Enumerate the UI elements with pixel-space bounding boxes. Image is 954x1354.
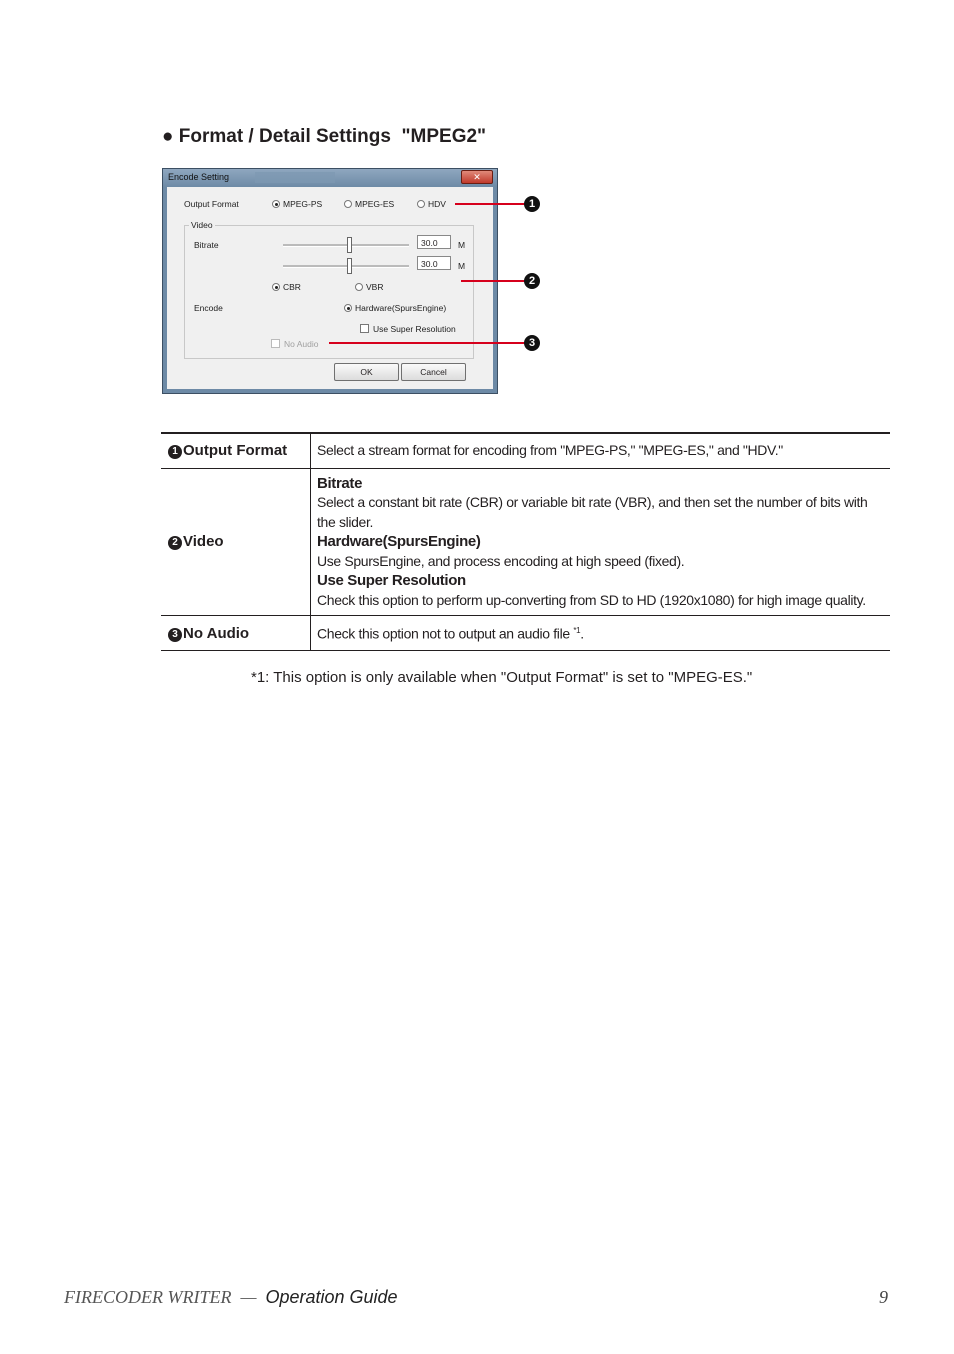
superres-desc: Check this option to perform up-converting from SD to HD (1920x1080) for high image quality. (317, 591, 866, 608)
radio-icon (355, 283, 363, 291)
radio-selected-icon (272, 283, 280, 291)
bitrate-value-2[interactable]: 30.0 (417, 256, 451, 270)
checkbox-icon (271, 339, 280, 348)
callout-marker-2: 2 (524, 273, 540, 289)
bitrate-slider-1-track[interactable] (283, 244, 409, 247)
close-icon[interactable]: ✕ (461, 170, 493, 184)
radio-mpeg-ps[interactable]: MPEG-PS (272, 199, 322, 209)
dialog-titlebar (163, 169, 497, 187)
bitrate-unit-2: M (458, 261, 466, 271)
page-number: 9 (879, 1287, 888, 1307)
radio-icon (344, 200, 352, 208)
bitrate-label: Bitrate (194, 240, 219, 250)
callout-marker-1: 1 (524, 196, 540, 212)
row-desc-output-format: Select a stream format for encoding from "MPEG-PS," "MPEG-ES," and "HDV." (317, 442, 783, 458)
number-1-icon: 1 (168, 445, 182, 459)
number-2-icon: 2 (168, 536, 182, 550)
callout-line-1 (455, 203, 525, 205)
bitrate-slider-1-thumb[interactable] (347, 237, 352, 253)
radio-cbr[interactable]: CBR (272, 282, 301, 292)
hardware-title: Hardware(SpursEngine) (317, 533, 481, 550)
bitrate-unit-1: M (458, 240, 466, 250)
row-desc-video (311, 468, 891, 616)
footnote: *1: This option is only available when "Output Format" is set to "MPEG-ES." (251, 669, 753, 686)
video-group-label: Video (191, 220, 213, 230)
bitrate-slider-2-thumb[interactable] (347, 258, 352, 274)
row-label-output-format: 1 Output Format (161, 433, 311, 468)
bitrate-slider-2-track[interactable] (283, 265, 409, 268)
bitrate-value-1[interactable]: 30.0 (417, 235, 451, 249)
encode-setting-dialog (162, 168, 498, 394)
number-3-icon: 3 (168, 628, 182, 642)
table-row (161, 433, 890, 468)
ok-button[interactable]: OK (334, 363, 399, 381)
radio-vbr[interactable]: VBR (355, 282, 383, 292)
no-audio-checkbox[interactable]: No Audio (271, 339, 319, 349)
callout-line-3 (329, 342, 525, 344)
section-heading: ● Format / Detail Settings "MPEG2" (162, 126, 487, 147)
settings-table (161, 432, 890, 651)
output-format-label: Output Format (184, 199, 239, 209)
row-label-no-audio: 3 No Audio (161, 616, 311, 651)
dialog-title: Encode Setting (168, 172, 230, 182)
radio-selected-icon (344, 304, 352, 312)
checkbox-icon (360, 324, 369, 333)
super-resolution-checkbox[interactable]: Use Super Resolution (360, 324, 456, 334)
radio-selected-icon (272, 200, 280, 208)
dialog-client-area (167, 187, 493, 389)
callout-marker-3: 3 (524, 335, 540, 351)
row-desc-no-audio: Check this option not to output an audio file $^{*1}$. (317, 626, 584, 643)
footer-title: FIRECODER WRITER — Operation Guide (64, 1287, 398, 1307)
radio-hdv[interactable]: HDV (417, 199, 446, 209)
cancel-button[interactable]: Cancel (401, 363, 466, 381)
row-label-video: 2 Video (161, 468, 311, 616)
radio-icon (417, 200, 425, 208)
table-row (161, 616, 890, 651)
superres-title: Use Super Resolution (317, 572, 466, 589)
encode-label: Encode (194, 303, 223, 313)
bitrate-desc: Select a constant bit rate (CBR) or variable bit rate (VBR), and then set the number of bits with the slider. (317, 494, 868, 530)
hardware-desc: Use SpursEngine, and process encoding at high speed (fixed). (317, 552, 685, 569)
radio-hardware-spursengine[interactable]: Hardware(SpursEngine) (344, 303, 446, 313)
radio-mpeg-es[interactable]: MPEG-ES (344, 199, 394, 209)
table-row (161, 468, 890, 616)
bitrate-title: Bitrate (317, 474, 363, 492)
footnote-ref: *1 (573, 626, 581, 636)
titlebar-blurred-text (255, 172, 335, 183)
callout-line-2 (461, 280, 525, 282)
